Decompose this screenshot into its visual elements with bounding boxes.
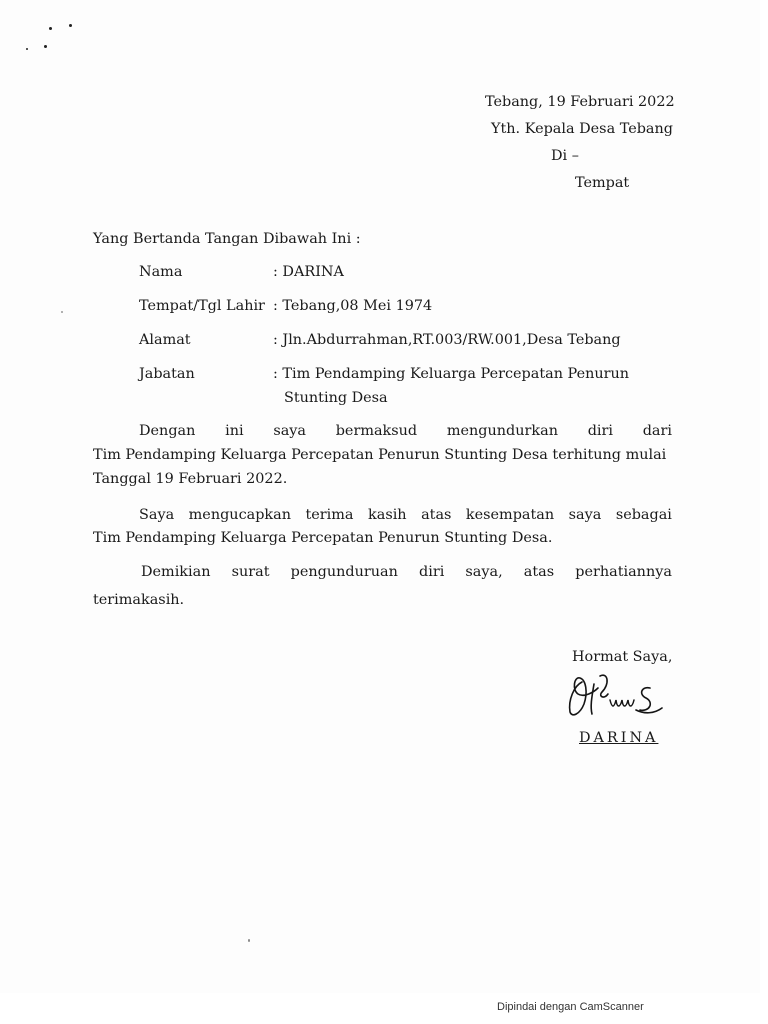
word: kesempatan — [465, 507, 555, 523]
field-label-ttl: Tempat/Tgl Lahir — [139, 298, 265, 314]
paragraph-2-line-2: Tim Pendamping Keluarga Percepatan Penurun Stunting Desa. — [93, 530, 553, 546]
handwritten-signature — [564, 670, 664, 722]
word: diri — [587, 423, 613, 439]
word: kasih — [368, 507, 407, 523]
field-value-alamat: : Jln.Abdurrahman,RT.003/RW.001,Desa Tebang — [273, 332, 621, 348]
word: saya — [568, 507, 602, 523]
paragraph-1-line-3: Tanggal 19 Februari 2022. — [93, 471, 288, 487]
word: sebagai — [615, 507, 672, 523]
scanner-watermark: Dipindai dengan CamScanner — [497, 1001, 644, 1013]
field-value-jabatan: : Tim Pendamping Keluarga Percepatan Penurun — [273, 366, 630, 382]
word: terima — [305, 507, 354, 523]
word: perhatiannya — [575, 564, 672, 580]
scan-speck — [61, 311, 63, 313]
field-label-alamat: Alamat — [139, 332, 191, 348]
scan-speck — [49, 27, 52, 30]
paragraph-3-line-1 — [141, 563, 672, 581]
place-date: Tebang, 19 Februari 2022 — [485, 94, 675, 110]
field-value-jabatan-cont: Stunting Desa — [284, 390, 388, 406]
field-value-ttl: : Tebang,08 Mei 1974 — [273, 298, 433, 314]
closing-salutation: Hormat Saya, — [572, 649, 673, 665]
field-label-jabatan: Jabatan — [139, 366, 195, 382]
scan-speck — [248, 939, 250, 942]
word: mengucapkan — [188, 507, 291, 523]
field-value-nama: : DARINA — [273, 264, 344, 280]
word: diri — [419, 564, 445, 580]
word: pengunduruan — [290, 564, 398, 580]
word: bermaksud — [335, 423, 418, 439]
tempat-line: Tempat — [575, 175, 630, 191]
paragraph-1-line-2: Tim Pendamping Keluarga Percepatan Penurun Stunting Desa terhitung mulai — [93, 447, 667, 463]
intro-line: Yang Bertanda Tangan Dibawah Ini : — [93, 231, 361, 247]
scan-speck — [26, 48, 28, 50]
word: saya, — [465, 564, 503, 580]
scan-speck — [44, 45, 47, 48]
word: dari — [642, 423, 672, 439]
word: ini — [225, 423, 244, 439]
word: surat — [231, 564, 270, 580]
signatory-name: DARINA — [579, 730, 659, 746]
field-label-nama: Nama — [139, 264, 183, 280]
word: atas — [523, 564, 555, 580]
word: Dengan — [139, 423, 196, 439]
word: saya — [273, 423, 306, 439]
word: mengundurkan — [446, 423, 558, 439]
paragraph-2-line-1 — [139, 506, 672, 524]
paragraph-1-line-1 — [139, 422, 672, 440]
word: Saya — [139, 507, 175, 523]
di-line: Di – — [551, 148, 579, 164]
word: Demikian — [141, 564, 211, 580]
word: atas — [421, 507, 452, 523]
addressee: Yth. Kepala Desa Tebang — [491, 121, 673, 137]
scan-speck — [69, 24, 72, 27]
paragraph-3-line-2: terimakasih. — [93, 592, 185, 608]
